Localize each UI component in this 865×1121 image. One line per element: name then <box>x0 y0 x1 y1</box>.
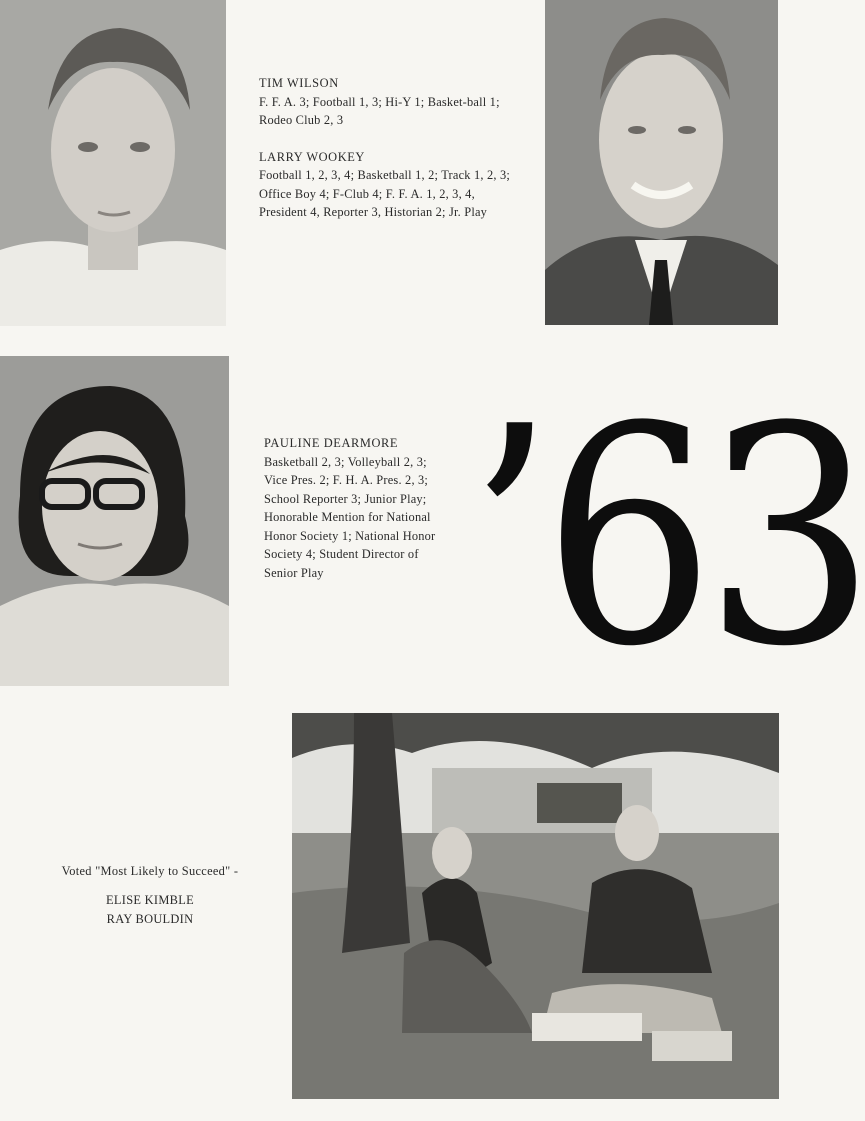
student-name: PAULINE DEARMORE <box>264 436 399 450</box>
bio-tim-wilson <box>259 74 521 222</box>
photo-most-likely-to-succeed-image <box>292 713 779 1099</box>
award-name: RAY BOULDIN <box>106 912 194 926</box>
student-name: LARRY WOOKEY <box>259 149 365 164</box>
bio-pauline-dearmore <box>264 434 442 582</box>
photo-most-likely-to-succeed <box>292 713 779 1099</box>
award-name: ELISE KIMBLE <box>106 893 194 907</box>
portrait-larry-wookey-image <box>545 0 778 325</box>
student-activities: Basketball 2, 3; Volleyball 2, 3; Vice Pres. 2; F. H. A. Pres. 2, 3; School Reporter 3; Junior Play; Honorable Mention for National Honor Society 1; National Honor Society 4; Student Director of Senior Play <box>264 454 436 580</box>
portrait-pauline-dearmore <box>0 356 229 686</box>
portrait-tim-wilson-image <box>0 0 226 326</box>
student-name: TIM WILSON <box>259 76 339 90</box>
award-caption <box>30 862 270 929</box>
portrait-tim-wilson <box>0 0 226 326</box>
portrait-pauline-dearmore-image <box>0 356 229 686</box>
student-activities: F. F. A. 3; Football 1, 3; Hi-Y 1; Basket-ball 1; Rodeo Club 2, 3 <box>259 94 500 127</box>
class-year-numeral: ’63 <box>468 363 865 712</box>
student-activities: Football 1, 2, 3, 4; Basketball 1, 2; Track 1, 2, 3; Office Boy 4; F-Club 4; F. F. A. 1, 2, 3, 4, President 4, Reporter 3, Historian 2; Jr. Play <box>259 168 510 219</box>
award-title: Voted "Most Likely to Succeed" - <box>61 864 239 878</box>
portrait-larry-wookey <box>545 0 778 325</box>
